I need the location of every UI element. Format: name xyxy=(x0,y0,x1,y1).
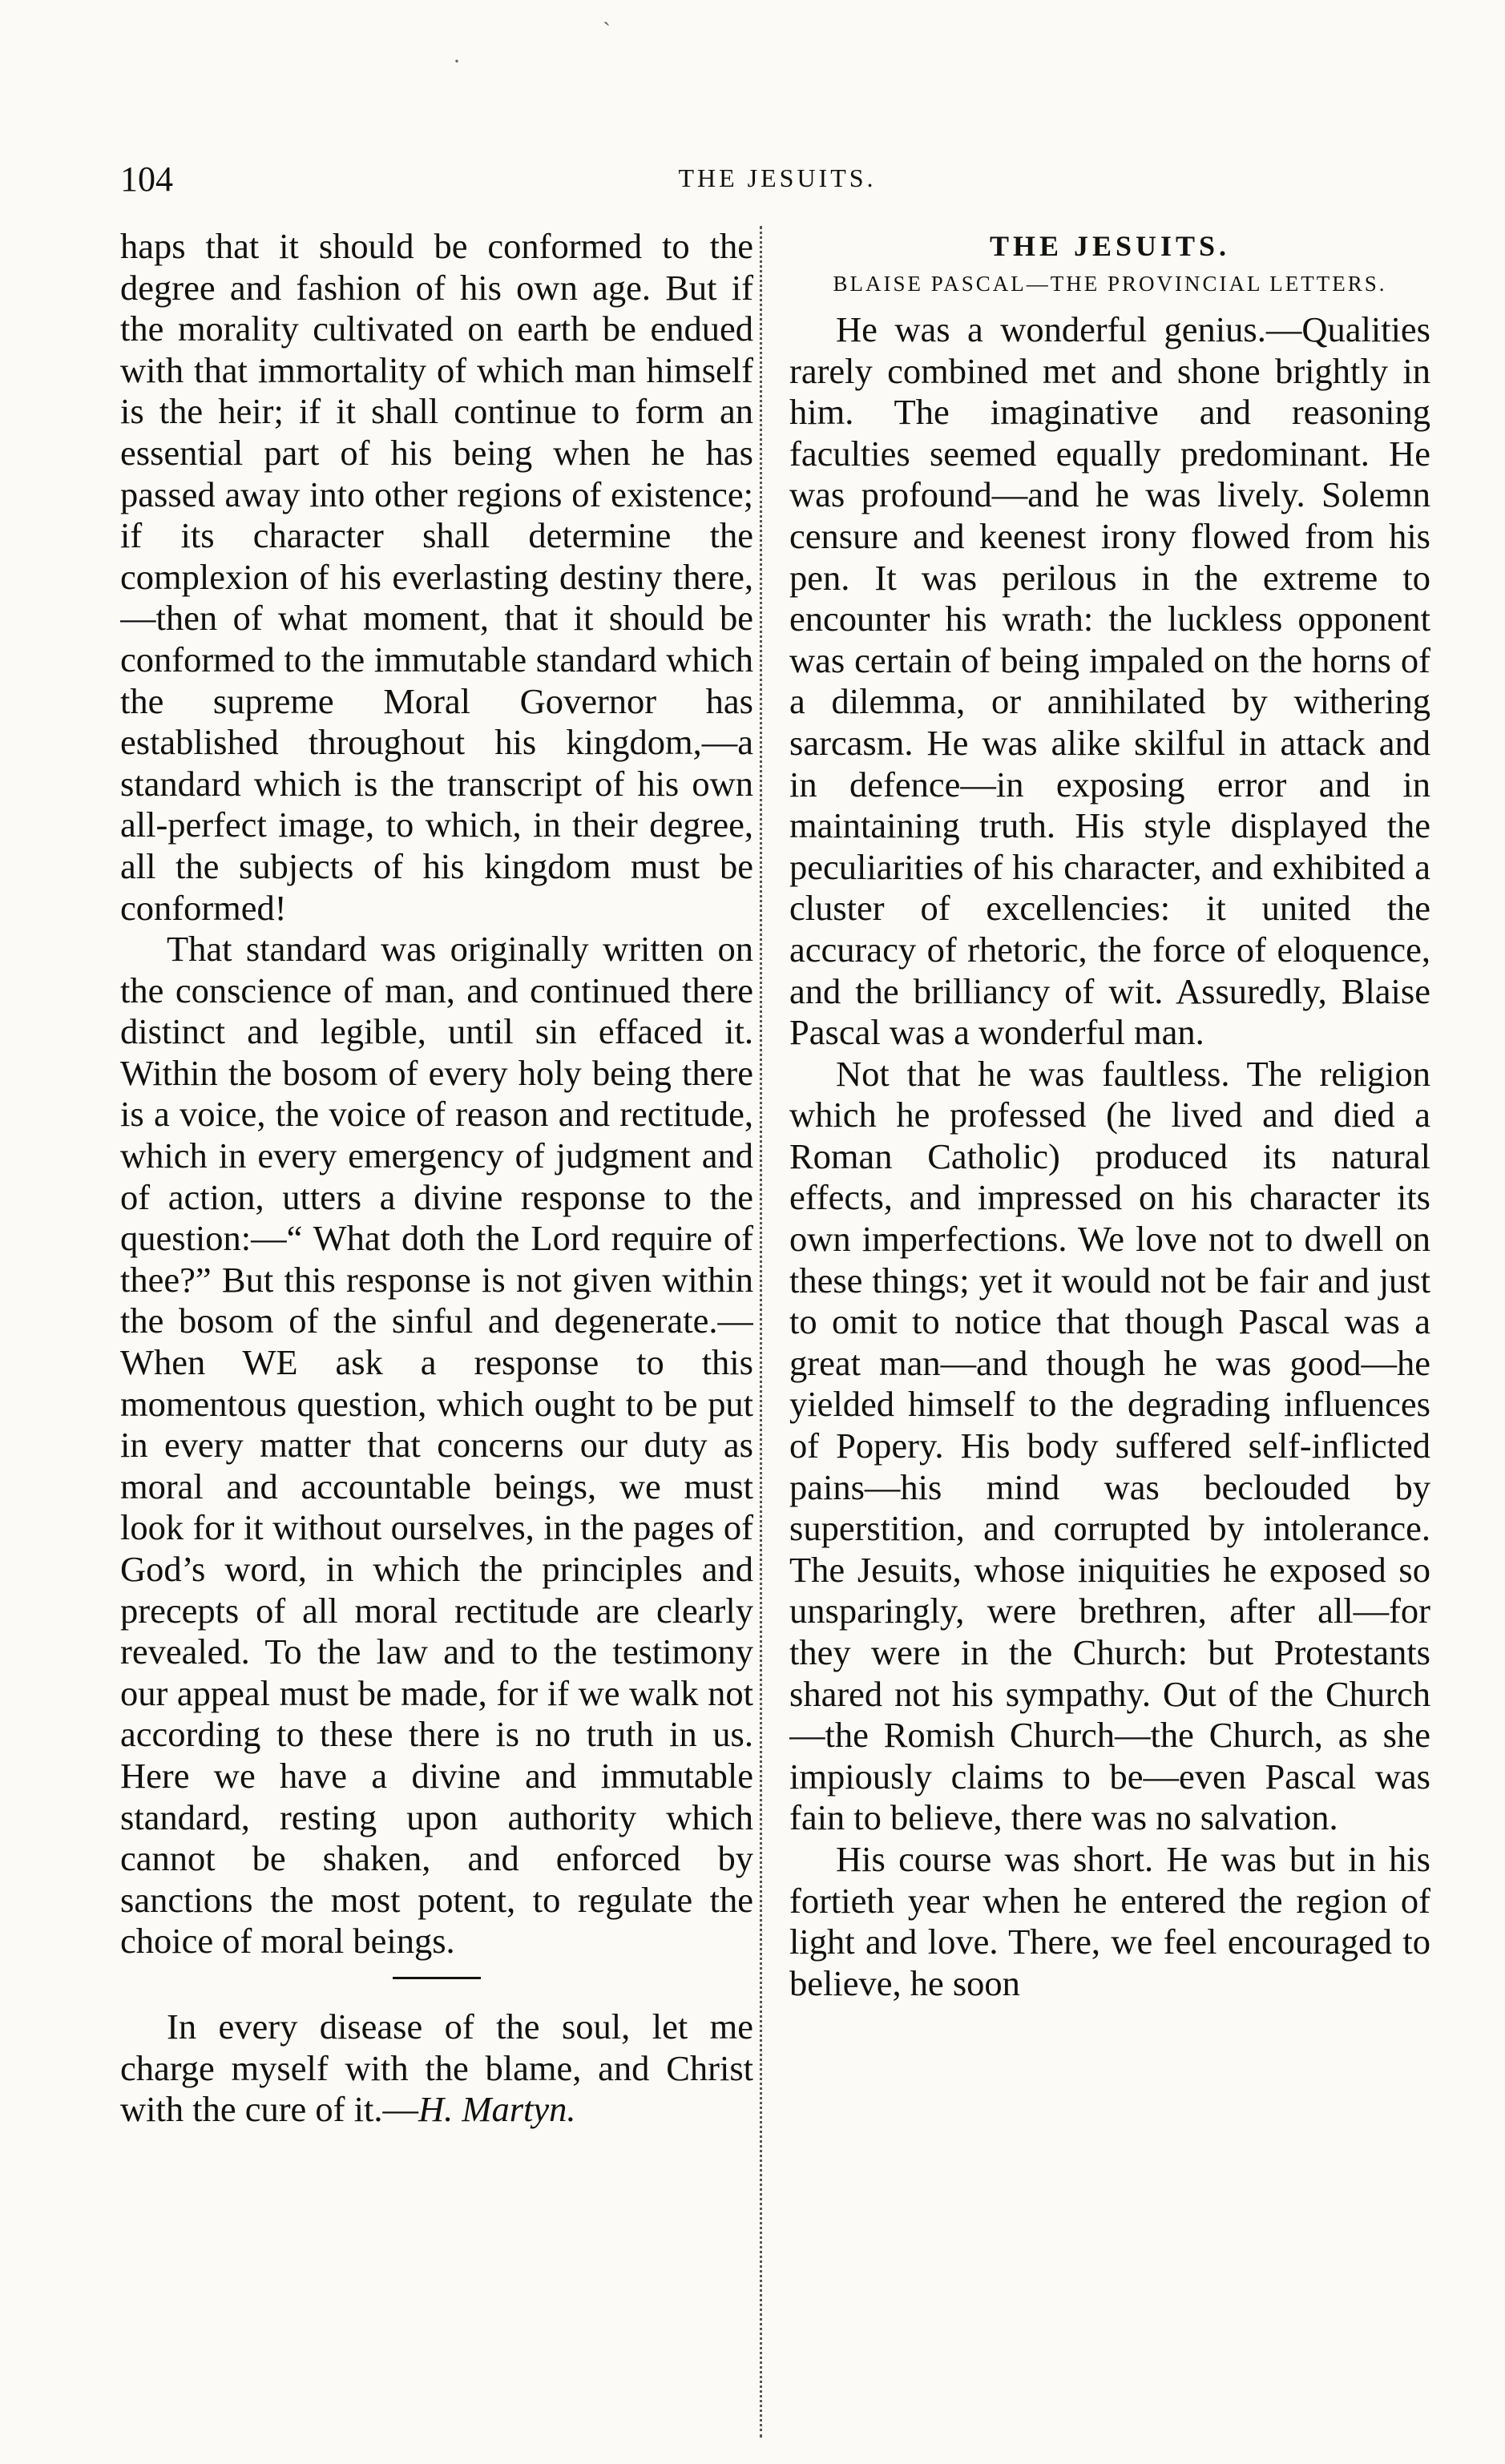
paragraph: haps that it should be conformed to the degree and fashion of his own age. But if the morality cultivated on earth be endued with that immortality of which man himself is the heir; if it shall continue to form an essential part of his being when he has passed away into other regions of existence; if its character shall determine the complexion of his everlasting destiny there,—then of what moment, that it should be conformed to the immutable standard which the supreme Moral Governor has established throughout his kingdom,—a standard which is the transcript of his own all-perfect image, to which, in their degree, all the subjects of his kingdom must be conformed! xyxy=(120,226,753,928)
page-number: 104 xyxy=(120,159,173,199)
quote-text: In every disease of the soul, let me charge myself with the blame, and Christ with the cure of it.— xyxy=(120,2006,753,2130)
left-column xyxy=(120,226,753,2438)
page-header xyxy=(120,159,1434,207)
paragraph: His course was short. He was but in his fortieth year when he entered the region of light and love. There, we feel encouraged to believe, he soon xyxy=(789,1838,1430,2003)
paragraph: That standard was originally written on the conscience of man, and continued there distinct and legible, until sin effaced it. Within the bosom of every holy being there is a voice, the voice of reason and rectitude, which in every emergency of judgment and of action, utters a divine response to the question:—“ What doth the Lord require of thee?” But this response is not given within the bosom of the sinful and degenerate.—When WE ask a response to this momentous question, which ought to be put in every matter that concerns our duty as moral and accountable beings, we must look for it without ourselves, in the pages of God’s word, in which the principles and precepts of all moral rectitude are clearly revealed. To the law and to the testimony our appeal must be made, for if we walk not according to these there is no truth in us. Here we have a divine and immutable standard, resting upon authority which cannot be shaken, and enforced by sanctions the most potent, to regulate the choice of moral beings. xyxy=(120,929,753,1962)
stray-mark: ˋ xyxy=(603,18,611,44)
paragraph: He was a wonderful genius.—Qualities rarely combined met and shone brightly in him. The imaginative and reasoning faculties seemed equally predominant. He was profound—and he was lively. Solemn censure and keenest irony flowed from his pen. It was perilous in the extreme to encounter his wrath: the luckless opponent was certain of being impaled on the horns of a dilemma, or annihilated by withering sarcasm. He was alike skilful in attack and in defence—in exposing error and in maintaining truth. His style displayed the peculiarities of his character, and exhibited a cluster of excellencies: it united the accuracy of rhetoric, the force of eloquence, and the brilliancy of wit. Assuredly, Blaise Pascal was a wonderful man. xyxy=(789,309,1430,1053)
article-title: THE JESUITS. xyxy=(989,230,1231,262)
closing-quote xyxy=(120,2006,753,2131)
quote-attribution: H. Martyn. xyxy=(418,2089,576,2130)
running-head: THE JESUITS. xyxy=(678,163,877,192)
article-subtitle: BLAISE PASCAL—THE PROVINCIAL LETTERS. xyxy=(833,272,1387,296)
right-column xyxy=(789,226,1430,2438)
stray-mark: · xyxy=(453,48,461,75)
section-rule xyxy=(393,1977,481,1979)
paragraph: Not that he was faultless. The religion which he professed (he lived and died a Roman Catholic) produced its natural effects, and impressed on his character its own imperfections. We love not to dwell on these things; yet it would not be fair and just to omit to notice that though Pascal was a great man—and though he was good—he yielded himself to the degrading influences of Popery. His body suffered self-inflicted pains—his mind was beclouded by superstition, and corrupted by intolerance. The Jesuits, whose iniquities he exposed so unsparingly, were brethren, after all—for they were in the Church: but Protestants shared not his sympathy. Out of the Church—the Romish Church—the Church, as she impiously claims to be—even Pascal was fain to believe, there was no salvation. xyxy=(789,1053,1430,1838)
column-divider xyxy=(760,226,762,2438)
